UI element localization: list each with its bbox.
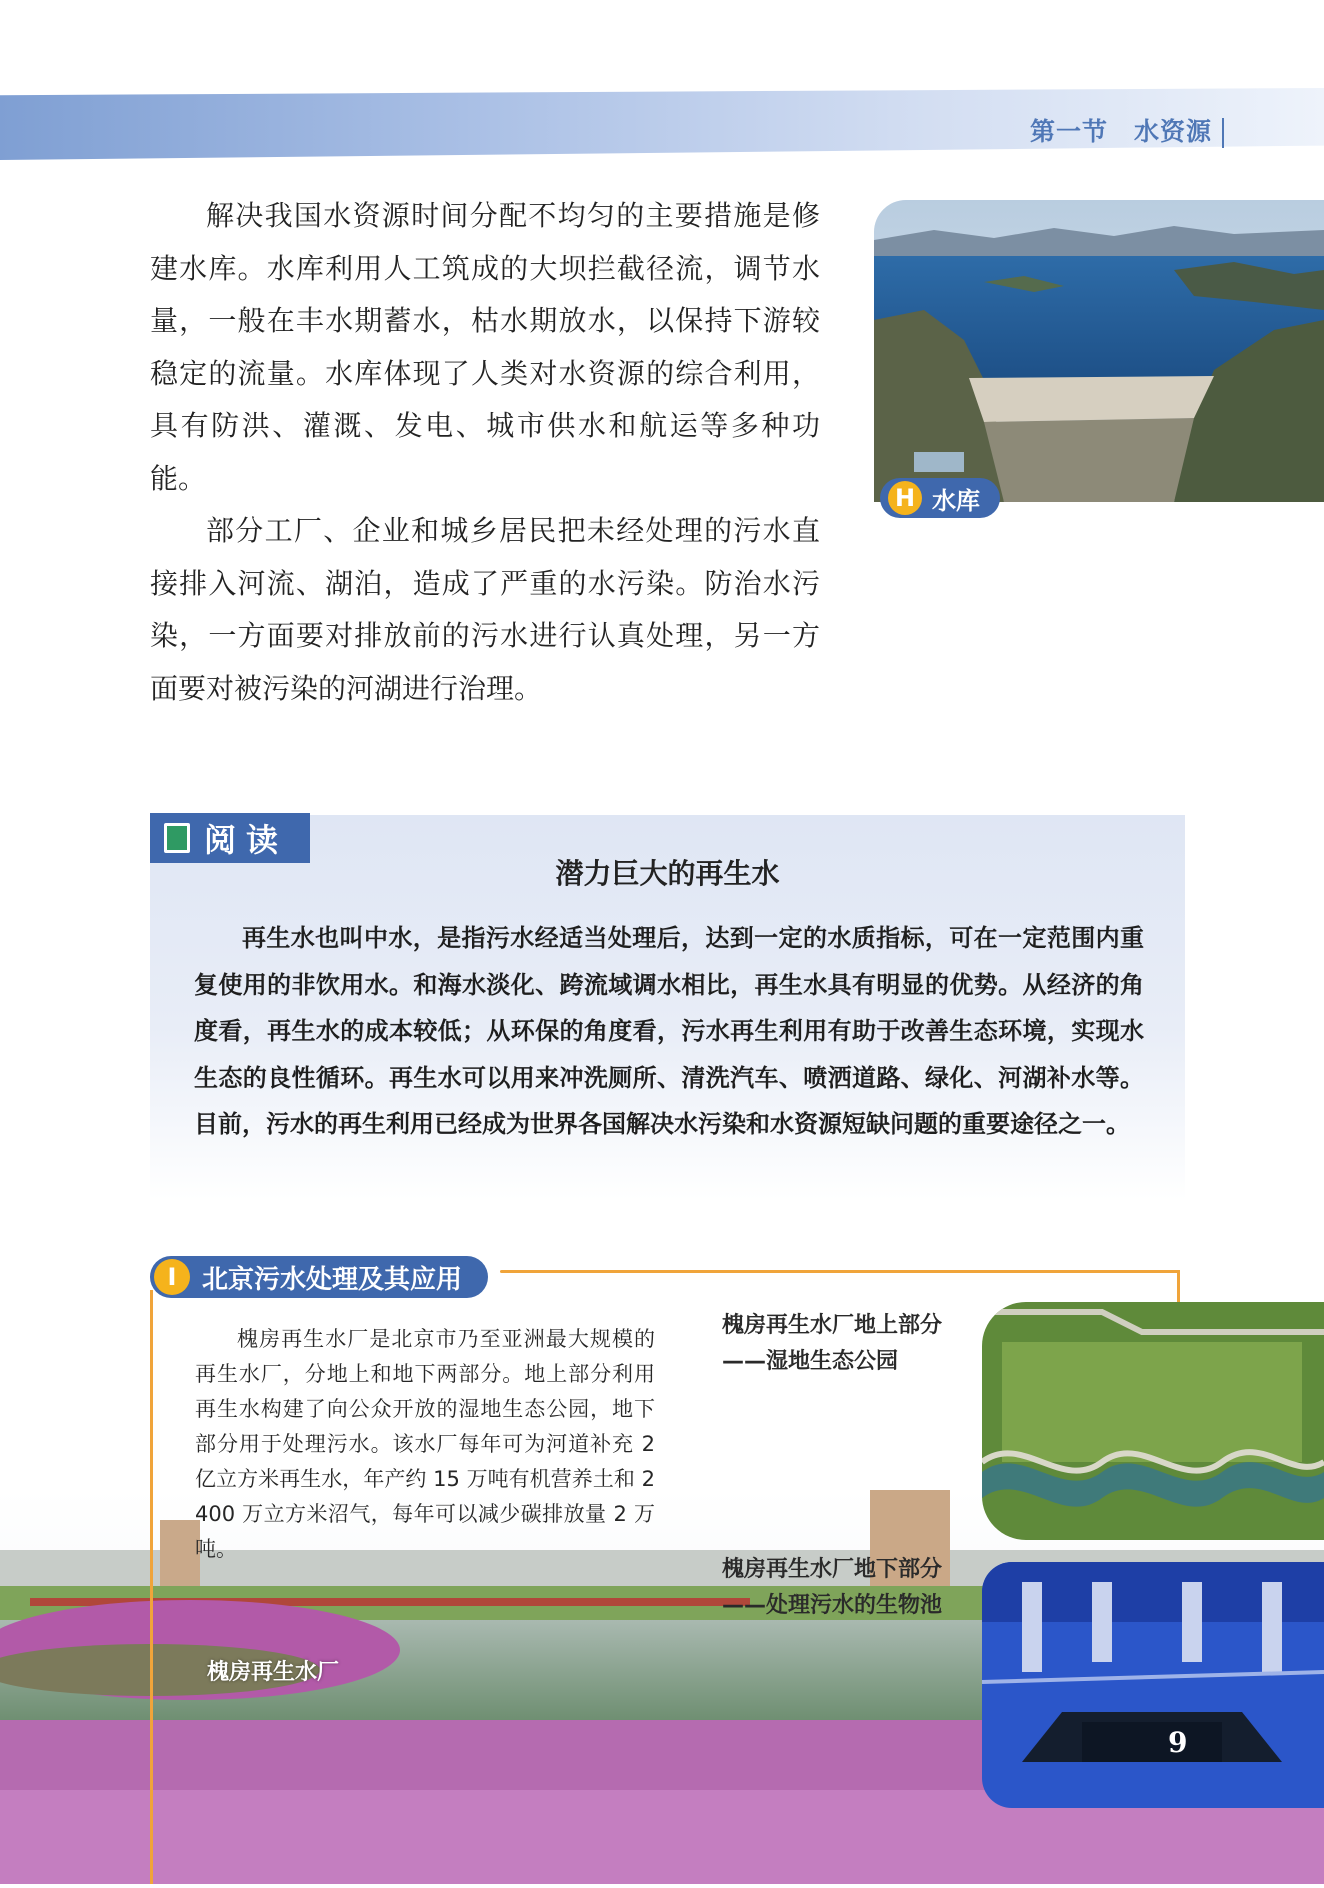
figure-i-paragraph: 槐房再生水厂是北京市乃至亚洲最大规模的再生水厂，分地上和地下两部分。地上部分利用再生水构建了向公众开放的湿地生态公园，地下部分用于处理污水。该水厂每年可为河道补充 2 亿立方米再生水，年产约 15 万吨有机营养土和 2 400 万立方米沼气，每年可以减少碳排放量 2 万吨。 [195, 1327, 655, 1561]
reading-tag-label: 阅读 [204, 821, 289, 859]
main-text [150, 190, 820, 715]
figure-i-letter: I [154, 1259, 190, 1295]
page-number: 9 [1168, 1726, 1188, 1759]
bio-pool-caption [722, 1552, 992, 1624]
chapter-separator [1222, 118, 1224, 148]
figure-h-letter: H [888, 481, 922, 515]
bio-pool-caption-line-1: 槐房再生水厂地下部分 [722, 1557, 943, 1582]
bio-pool-photo [982, 1562, 1324, 1808]
section-rule-left [150, 1290, 153, 1884]
wetland-caption-line-2: ——湿地生态公园 [722, 1349, 899, 1374]
reading-paragraph: 再生水也叫中水，是指污水经适当处理后，达到一定的水质指标，可在一定范围内重复使用的非饮用水。和海水淡化、跨流域调水相比，再生水具有明显的优势。从经济的角度看，再生水的成本较低；从环保的角度看，污水再生利用有助于改善生态环境，实现水生态的良性循环。再生水可以用来冲洗厕所、清洗汽车、喷洒道路、绿化、河湖补水等。目前，污水的再生利用已经成为世界各国解决水污染和水资源短缺问题的重要途径之一。 [194, 923, 1144, 1138]
main-paragraph-1: 解决我国水资源时间分配不均匀的主要措施是修建水库。水库利用人工筑成的大坝拦截径流，调节水量，一般在丰水期蓄水，枯水期放水，以保持下游较稳定的流量。水库体现了人类对水资源的综合利用，具有防洪、灌溉、发电、城市供水和航运等多种功能。 [150, 199, 820, 495]
figure-h-caption-text: 水库 [932, 486, 980, 515]
wetland-caption-line-1: 槐房再生水厂地上部分 [722, 1313, 943, 1338]
chapter-section: 第一节 [1029, 117, 1108, 146]
figure-i-body [195, 1322, 655, 1567]
reservoir-photo [874, 200, 1324, 502]
figure-i-title [150, 1256, 488, 1298]
reading-title: 潜力巨大的再生水 [555, 857, 780, 890]
chapter-title [1030, 112, 1224, 152]
book-icon [164, 823, 190, 853]
main-paragraph-2: 部分工厂、企业和城乡居民把未经处理的污水直接排入河流、湖泊，造成了严重的水污染。防治水污染，一方面要对排放前的污水进行认真处理，另一方面要对被污染的河湖进行治理。 [150, 514, 820, 705]
figure-h-caption [880, 478, 1000, 518]
wetland-park-photo [982, 1302, 1324, 1540]
chapter-topic: 水资源 [1133, 117, 1212, 146]
reading-body [194, 915, 1144, 1148]
wetland-caption [722, 1308, 992, 1380]
plant-label: 槐房再生水厂 [207, 1660, 340, 1685]
section-rule [500, 1270, 1180, 1273]
bio-pool-caption-line-2: ——处理污水的生物池 [722, 1593, 943, 1618]
figure-i-title-text: 北京污水处理及其应用 [202, 1264, 463, 1295]
